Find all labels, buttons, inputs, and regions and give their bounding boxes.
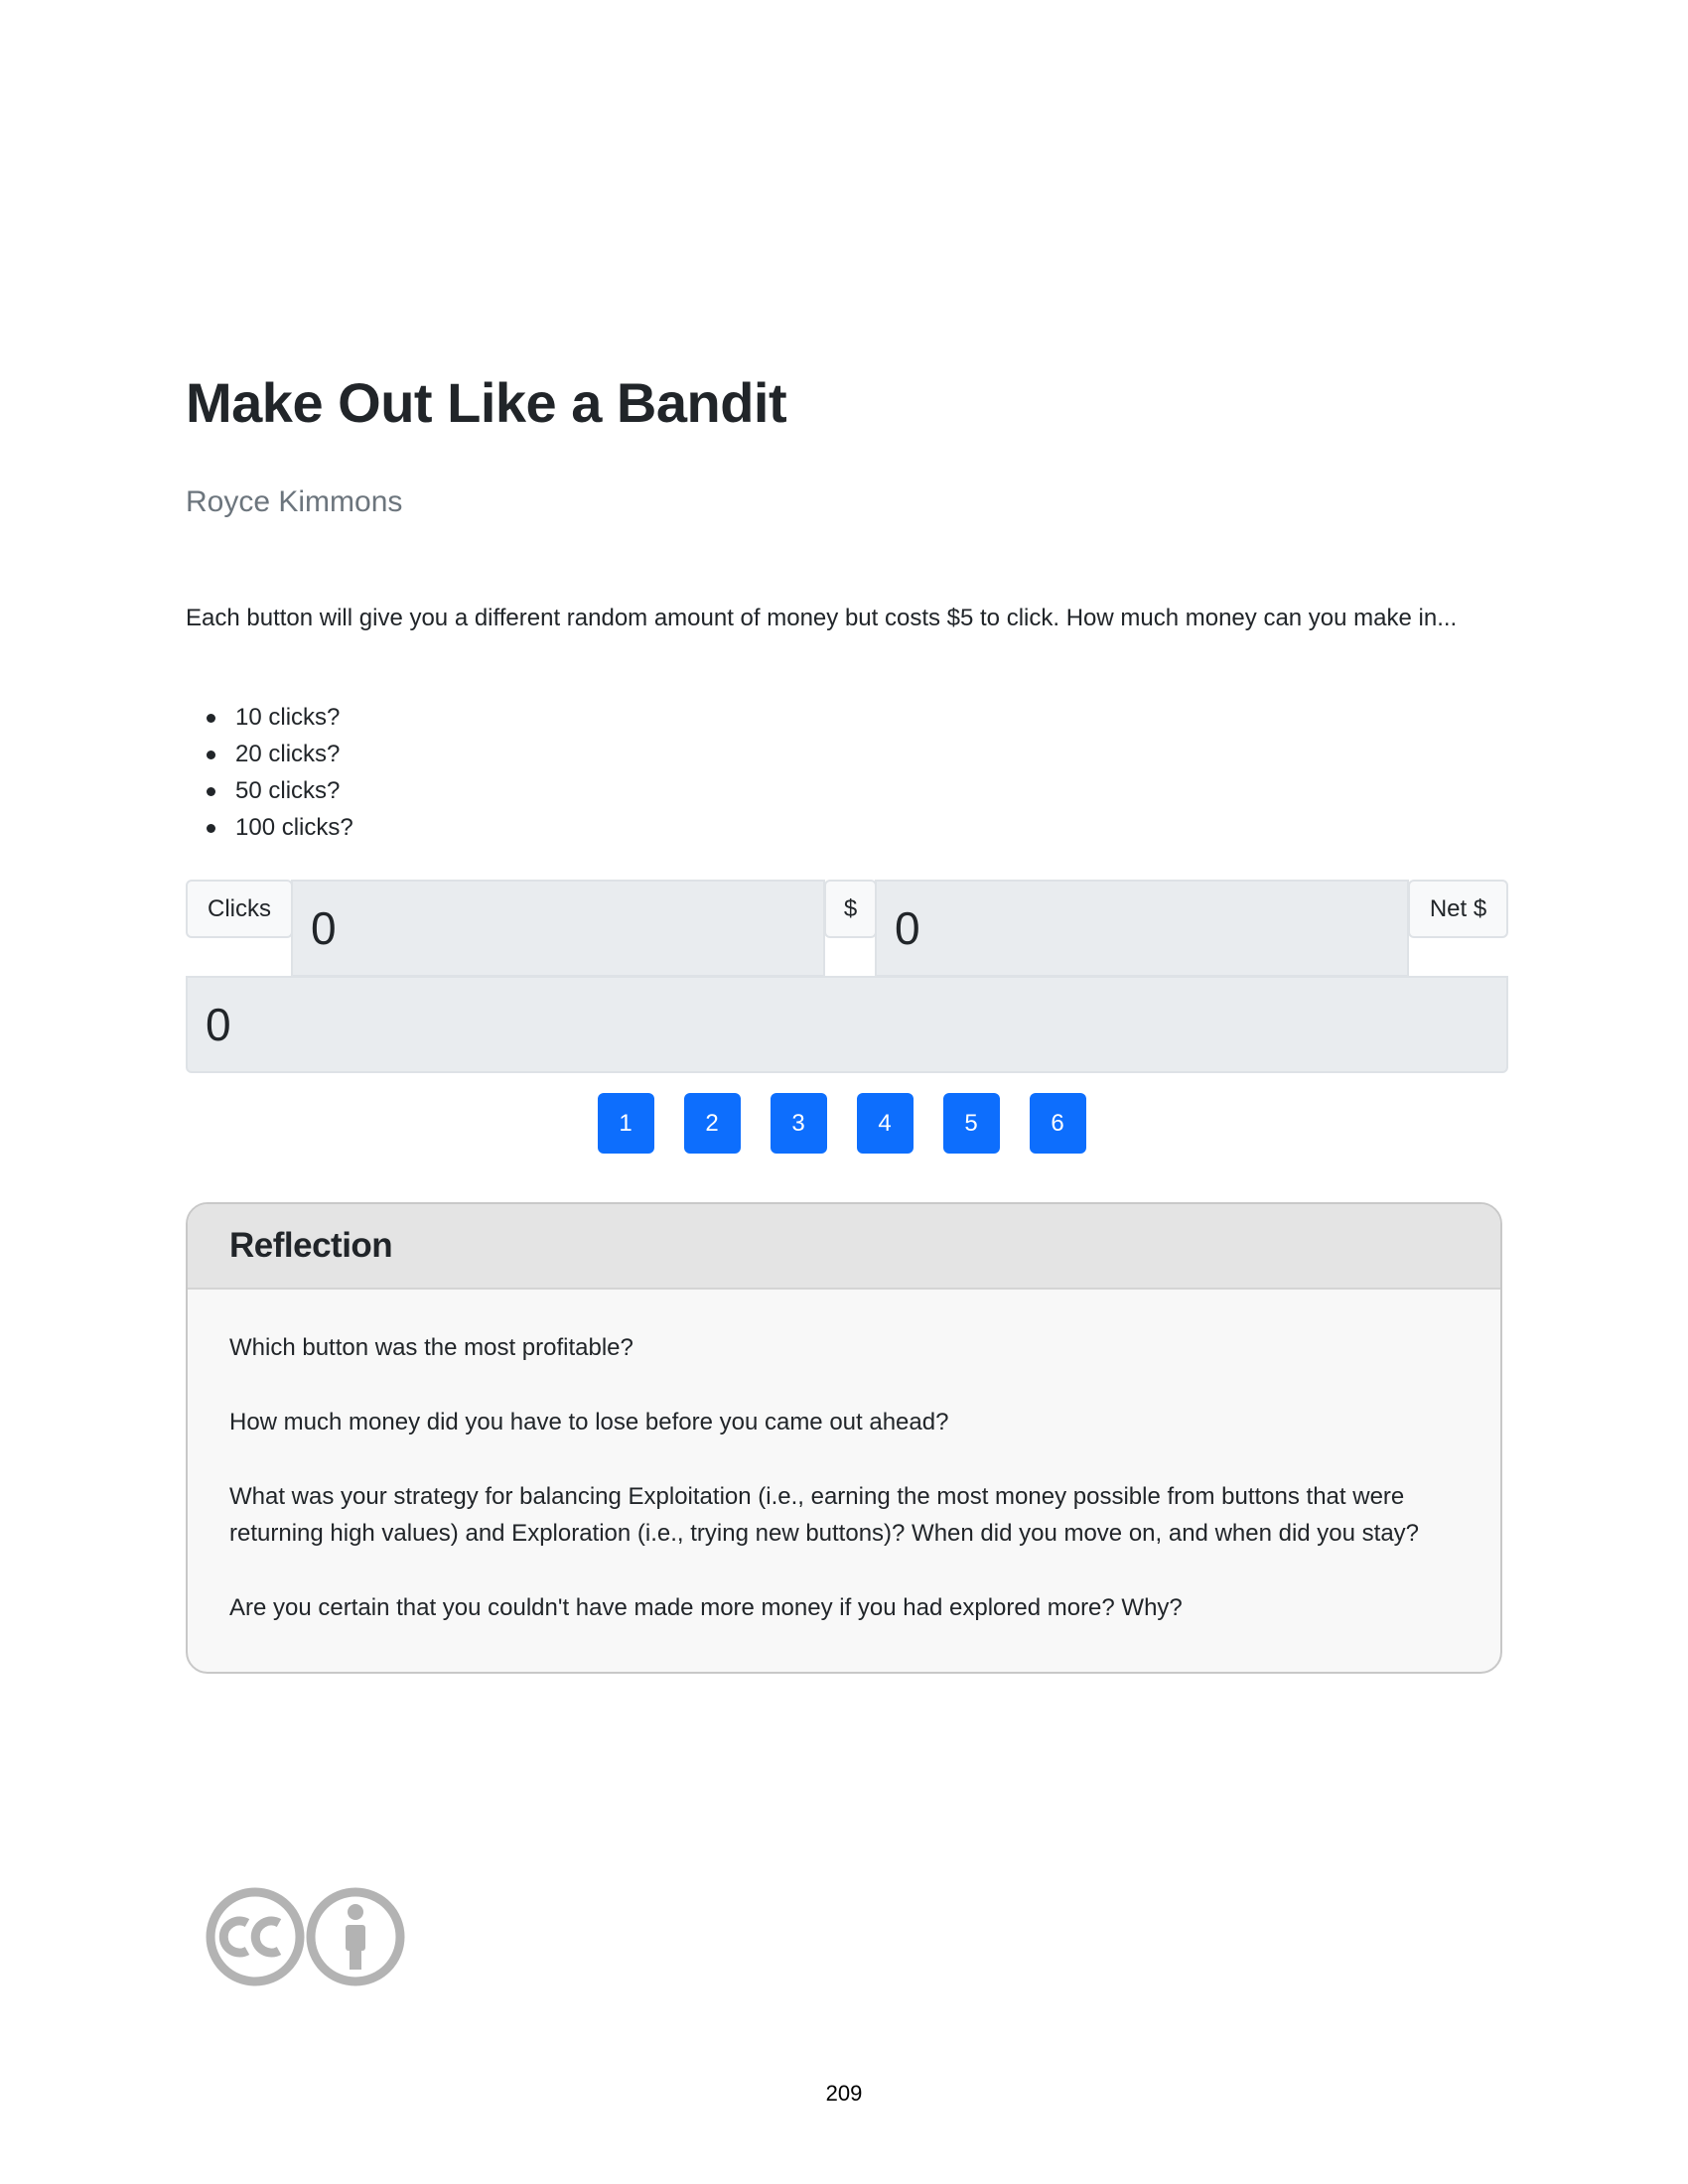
reflection-heading: Reflection	[229, 1226, 393, 1265]
question-list	[235, 699, 353, 846]
button-4[interactable]: 4	[857, 1093, 914, 1154]
button-5[interactable]: 5	[943, 1093, 1000, 1154]
list-item: 100 clicks?	[235, 809, 353, 846]
reflection-header	[188, 1204, 1500, 1290]
dollars-label: $	[824, 880, 877, 938]
list-item: 20 clicks?	[235, 736, 353, 772]
button-2[interactable]: 2	[684, 1093, 741, 1154]
button-6[interactable]: 6	[1030, 1093, 1086, 1154]
reflection-prompt: How much money did you have to lose before you came out ahead?	[229, 1409, 949, 1435]
reflection-prompt: Are you certain that you couldn't have made more money if you had explored more? Why?	[229, 1594, 1183, 1621]
attribution-icon	[311, 1892, 400, 1981]
clicks-counter: 0	[291, 880, 825, 977]
page-title: Make Out Like a Bandit	[186, 371, 787, 434]
reflection-body	[188, 1290, 1500, 1626]
intro-text: Each button will give you a different random amount of money but costs $5 to click. How much money can you make in...	[186, 605, 1458, 631]
button-row	[0, 1093, 1688, 1154]
cc-icon	[211, 1892, 300, 1981]
author-name: Royce Kimmons	[186, 485, 403, 518]
net-counter: 0	[186, 976, 1508, 1073]
reflection-card	[186, 1202, 1502, 1674]
net-label: Net $	[1408, 880, 1508, 938]
page-number: 209	[825, 2081, 863, 2106]
clicks-label: Clicks	[186, 880, 293, 938]
button-3[interactable]: 3	[771, 1093, 827, 1154]
dollars-counter: 0	[875, 880, 1409, 977]
license-logo	[204, 1882, 412, 1991]
reflection-prompt: Which button was the most profitable?	[229, 1334, 633, 1361]
reflection-prompt: What was your strategy for balancing Exploitation (i.e., earning the most money possible from buttons that were returning high values) and Exploration (i.e., trying new buttons)? When did you move on, and when did you stay?	[229, 1483, 1420, 1547]
button-1[interactable]: 1	[598, 1093, 654, 1154]
list-item: 10 clicks?	[235, 699, 353, 736]
list-item: 50 clicks?	[235, 772, 353, 809]
